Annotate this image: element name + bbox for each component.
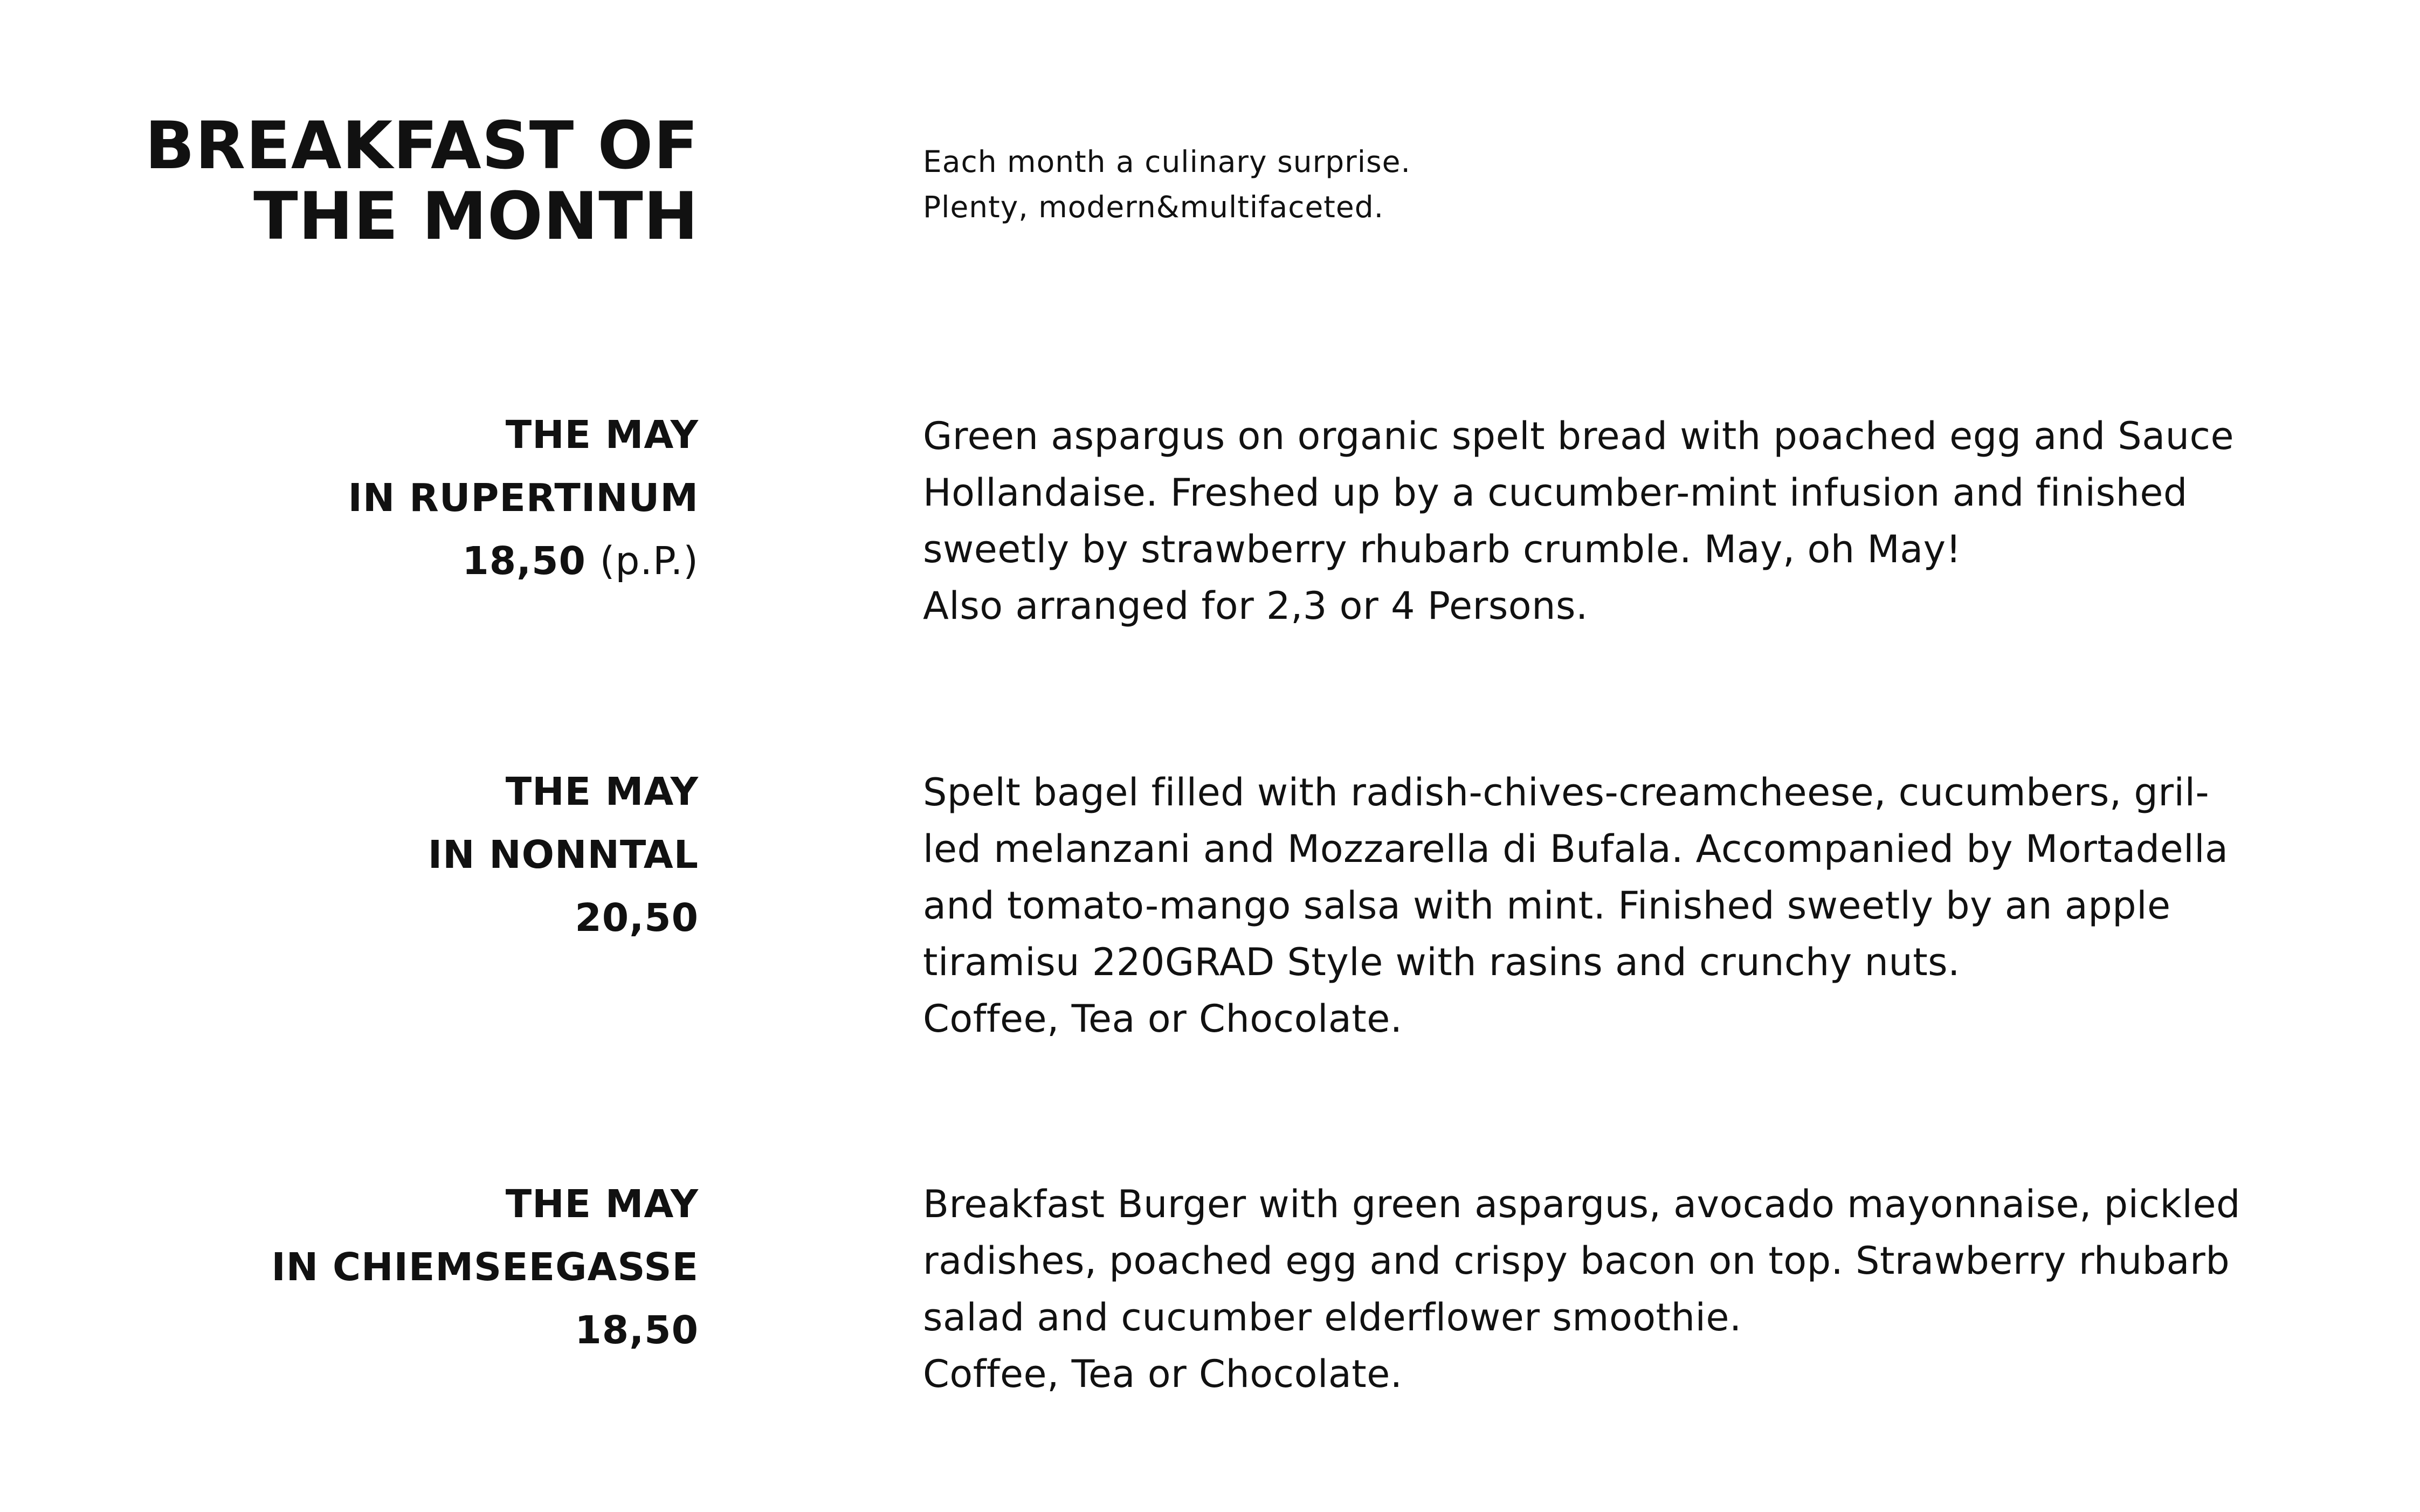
description-line: Hollandaise. Freshed up by a cucumber-mint infusion and finished — [923, 471, 2188, 515]
menu-item-name-line-2: IN NONNTAL — [428, 832, 699, 877]
description-line: Coffee, Tea or Chocolate. — [923, 1352, 1403, 1396]
menu-item-rupertinum-description — [923, 408, 2235, 634]
menu-item-chiemseegasse-heading — [271, 1172, 699, 1362]
intro-line-2: Plenty, modern&multifaceted. — [923, 190, 1384, 224]
description-line: Green aspargus on organic spelt bread with poached egg and Sauce — [923, 414, 2235, 458]
menu-item-name-line-1: THE MAY — [505, 412, 699, 457]
menu-item-name-line-2: IN CHIEMSEEGASSE — [271, 1245, 699, 1289]
description-line: Also arranged for 2,3 or 4 Persons. — [923, 584, 1588, 628]
description-line: tiramisu 220GRAD Style with rasins and crunchy nuts. — [923, 940, 1960, 984]
description-line: and tomato-mango salsa with mint. Finished sweetly by an apple — [923, 883, 2171, 928]
menu-item-price: 18,50 — [575, 1308, 699, 1352]
intro-text — [923, 139, 1411, 230]
page-title-line-1: BREAKFAST OF — [144, 108, 699, 184]
description-line: Coffee, Tea or Chocolate. — [923, 997, 1403, 1041]
menu-item-nonntal-description — [923, 764, 2229, 1047]
intro-line-1: Each month a culinary surprise. — [923, 144, 1411, 179]
page-title — [144, 108, 699, 254]
menu-item-price-row — [348, 529, 699, 592]
description-line: led melanzani and Mozzarella di Bufala. Accompanied by Mortadella — [923, 827, 2229, 871]
menu-item-rupertinum-heading — [348, 403, 699, 592]
menu-item-name-line-1: THE MAY — [505, 1182, 699, 1226]
menu-item-price-unit: (p.P.) — [599, 538, 699, 583]
menu-item-chiemseegasse-description — [923, 1176, 2240, 1403]
description-line: sweetly by strawberry rhubarb crumble. May, oh May! — [923, 527, 1962, 571]
page-title-line-2: THE MONTH — [253, 178, 699, 254]
menu-item-name-line-1: THE MAY — [505, 769, 699, 814]
description-line: radishes, poached egg and crispy bacon on top. Strawberry rhubarb — [923, 1239, 2230, 1283]
description-line: Spelt bagel filled with radish-chives-creamcheese, cucumbers, gril- — [923, 770, 2210, 814]
menu-item-nonntal-heading — [428, 760, 699, 949]
menu-item-price: 18,50 — [462, 538, 586, 583]
menu-item-price: 20,50 — [575, 895, 699, 940]
description-line: salad and cucumber elderflower smoothie. — [923, 1295, 1742, 1340]
menu-item-name-line-2: IN RUPERTINUM — [348, 475, 699, 520]
description-line: Breakfast Burger with green aspargus, avocado mayonnaise, pickled — [923, 1182, 2240, 1226]
